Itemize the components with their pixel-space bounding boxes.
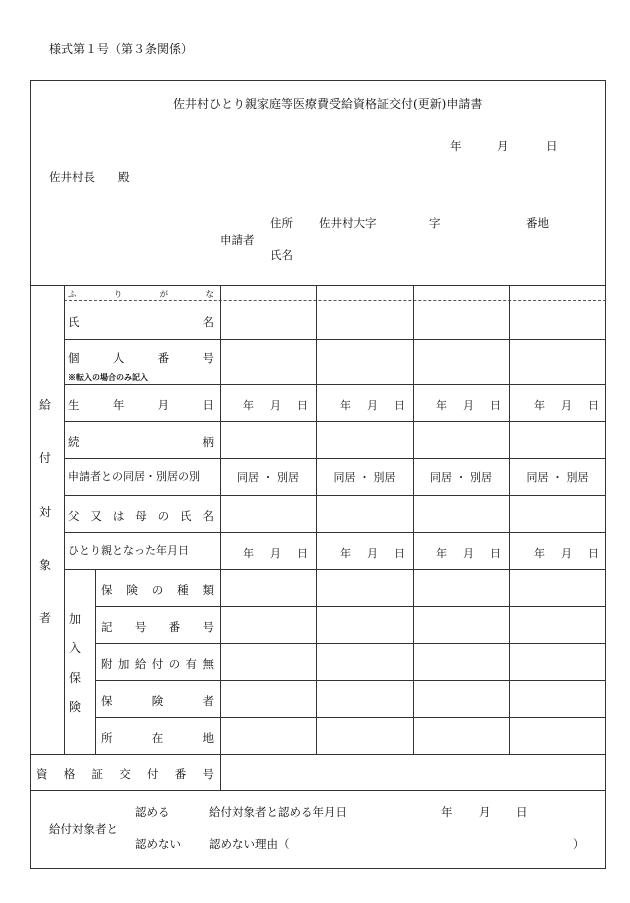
label-char: 号 — [202, 767, 214, 781]
label-char: 番 — [168, 620, 181, 634]
approve-year: 年 — [441, 805, 453, 819]
insurance-label — [68, 610, 82, 715]
single-parent-date-cell: 年 月 日 — [436, 547, 501, 560]
label-char: 名 — [202, 509, 214, 523]
label-char: 年 — [112, 398, 125, 412]
insurer-label — [101, 693, 214, 709]
section-label — [38, 396, 52, 626]
label-char: 格 — [63, 767, 76, 781]
label-char: 氏 — [68, 315, 80, 329]
deny-close-paren: ） — [573, 837, 585, 851]
label-char: 号 — [134, 620, 147, 634]
date-day: 日 — [546, 139, 558, 153]
label-char: 加 — [68, 612, 81, 626]
label-char: 人 — [112, 351, 125, 365]
label-char: 番 — [174, 767, 187, 781]
applicant-label: 申請者 — [220, 233, 255, 247]
label-char: 給 — [38, 398, 51, 412]
individual-number-label — [68, 350, 214, 366]
approve-option: 認める — [135, 805, 170, 819]
location-label — [101, 730, 214, 746]
label-char: 類 — [202, 583, 214, 597]
birthdate-cell: 年 月 日 — [243, 399, 308, 412]
label-char: 番 — [157, 351, 170, 365]
name-label: 氏名 — [270, 248, 293, 262]
label-char: 生 — [68, 398, 80, 412]
date-year: 年 — [450, 139, 462, 153]
address-label: 住所 — [270, 216, 293, 230]
page-title: 佐井村ひとり親家庭等医療費受給資格証交付(更新)申請書 — [173, 97, 483, 111]
label-char: 附 — [101, 657, 113, 671]
label-char: 号 — [202, 620, 214, 634]
cohabitation-cell: 同居 ・ 別居 — [526, 470, 589, 484]
birthdate-label — [68, 397, 214, 413]
label-char: 対 — [38, 504, 51, 519]
label-char: 無 — [202, 657, 214, 671]
label-char: の — [168, 657, 181, 671]
address-village: 佐井村大字 — [319, 216, 377, 230]
birthdate-cell: 年 月 日 — [340, 399, 405, 412]
date-month: 月 — [497, 139, 509, 153]
name-row-label — [68, 314, 214, 330]
form-number: 様式第１号（第３条関係） — [49, 42, 194, 56]
label-char: 氏 — [180, 509, 192, 523]
supplementary-benefit-label — [101, 656, 214, 672]
furigana-label — [68, 288, 214, 300]
label-char: 種 — [177, 583, 189, 597]
birthdate-cell: 年 月 日 — [436, 399, 501, 412]
insurance-type-label — [101, 582, 214, 598]
label-char: 続 — [68, 435, 80, 449]
approve-day: 日 — [516, 805, 528, 819]
label-char: の — [157, 509, 170, 523]
label-char: 柄 — [202, 435, 214, 449]
label-char: 号 — [202, 351, 214, 365]
label-char: 者 — [38, 611, 51, 625]
address-aza: 字 — [429, 216, 441, 230]
label-char: 付 — [147, 767, 159, 781]
cohabitation-label: 申請者との同居・別居の別 — [68, 470, 200, 483]
transfer-note: ※転入の場合のみ記入 — [68, 372, 148, 382]
label-char: 加 — [117, 657, 130, 671]
label-char: 日 — [202, 398, 214, 412]
single-parent-date-label: ひとり親となった年月日 — [68, 544, 189, 557]
cohabitation-cell: 同居 ・ 別居 — [430, 470, 492, 484]
label-char: 個 — [68, 351, 80, 365]
qualification-number-label — [36, 766, 214, 782]
birthdate-cell: 年 月 日 — [534, 399, 599, 412]
label-char: り — [113, 290, 123, 300]
single-parent-date-cell: 年 月 日 — [340, 547, 405, 560]
label-char: 険 — [126, 583, 138, 597]
label-char: 保 — [101, 583, 113, 597]
decision-label: 給付対象者と — [49, 822, 118, 836]
single-parent-date-cell: 年 月 日 — [534, 547, 599, 560]
label-char: 象 — [38, 557, 51, 572]
label-char: 入 — [68, 641, 81, 656]
label-char: の — [151, 583, 164, 597]
label-char: 給 — [134, 657, 147, 671]
address-banchi: 番地 — [526, 216, 549, 230]
label-char: 付 — [38, 451, 51, 466]
cohabitation-cell: 同居 ・ 別居 — [237, 470, 299, 484]
label-char: ふ — [68, 290, 77, 300]
deny-reason-label: 認めない理由（ — [209, 837, 290, 851]
cohabitation-cell: 同居 ・ 別居 — [333, 470, 396, 484]
label-char: な — [205, 290, 214, 300]
label-char: 在 — [151, 731, 164, 745]
label-char: 記 — [101, 620, 113, 634]
label-char: 所 — [101, 731, 113, 745]
label-char: 有 — [185, 657, 198, 671]
label-char: 険 — [68, 699, 81, 714]
label-char: 父 — [68, 509, 80, 523]
label-char: 母 — [135, 509, 147, 523]
single-parent-date-cell: 年 月 日 — [243, 547, 308, 560]
label-char: 付 — [151, 657, 164, 671]
addressee: 佐井村長 殿 — [49, 170, 130, 184]
label-char: 資 — [36, 767, 48, 781]
symbol-number-label — [101, 619, 214, 635]
deny-option: 認めない — [135, 837, 181, 851]
label-char: 保 — [101, 694, 113, 708]
label-char: 交 — [119, 767, 131, 781]
label-char: 険 — [151, 694, 164, 708]
label-char: 月 — [157, 398, 170, 412]
parent-name-label — [68, 508, 214, 524]
label-char: 保 — [68, 670, 81, 685]
label-char: 者 — [202, 694, 214, 708]
approve-month: 月 — [479, 805, 491, 819]
label-char: 又 — [90, 509, 102, 523]
label-char: 名 — [202, 315, 214, 329]
label-char: 証 — [91, 767, 103, 781]
label-char: が — [159, 290, 169, 300]
label-char: は — [112, 509, 125, 523]
label-char: 地 — [202, 731, 214, 745]
relationship-label — [68, 434, 214, 450]
approve-date-label: 給付対象者と認める年月日 — [209, 805, 347, 819]
